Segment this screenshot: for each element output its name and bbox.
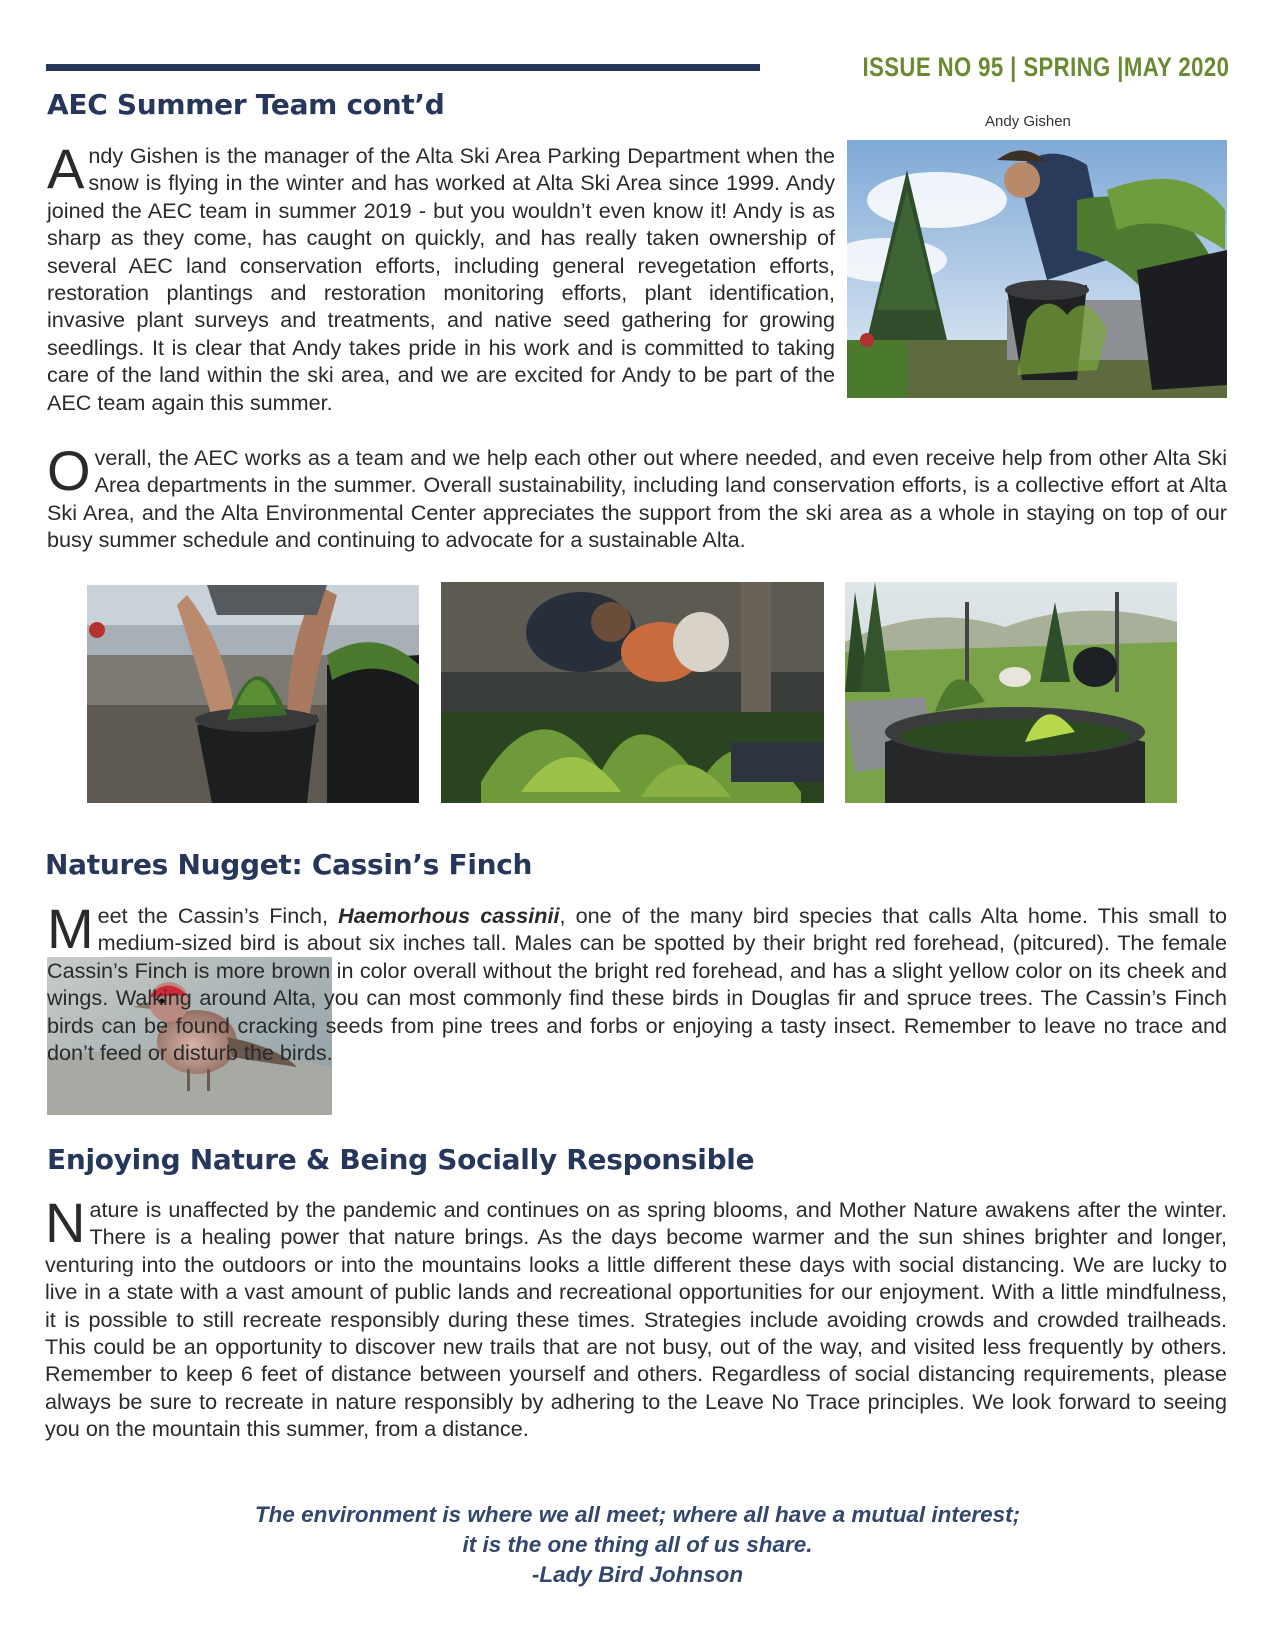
issue-banner: ISSUE NO 95 | SPRING |MAY 2020 (862, 52, 1229, 82)
finch-paragraph: Meet the Cassin’s Finch, Haemorhous cassinii, one of the many bird species that calls Alta home. This small to medium-sized bird is about six inches tall. Males can be spotted by their bright red forehead, (pitcured). The female Cassin’s Finch is more brown in color overall without the bright red forehead, and has a slight yellow color on its cheek and wings. Walking around Alta, you can most commonly find these birds in Douglas fir and spruce trees. The Cassin’s Finch birds can be found cracking seeds from pine trees and forbs or enjoying a tasty insect. Remember to leave no trace and don’t feed or disturb the birds. (47, 897, 1228, 1066)
quote-attribution: -Lady Bird Johnson (531, 1562, 744, 1587)
header-rule (46, 64, 760, 71)
drop-cap-m: M (47, 897, 94, 960)
aec-team-paragraph-1: Andy Gishen is the manager of the Alta Ski Area Parking Department when the snow is flying in the winter and has worked at Alta Ski Area since 1999. Andy joined the AEC team in summer 2019 - but you wouldn’t even know it! Andy is as sharp as they come, has caught on quickly, and has really taken ownership of several AEC land conservation efforts, including general revegetation efforts, restoration plantings and restoration monitoring efforts, plant identification, invasive plant surveys and treatments, and native seed gathering for growing seedlings. It is clear that Andy takes pride in his work and is committed to taking care of the land within the ski area, and we are excited for Andy to be part of the AEC team again this summer. (47, 137, 835, 415)
drop-cap-n: N (45, 1191, 86, 1254)
quote-line-2: it is the one thing all of us share. (462, 1532, 813, 1557)
drop-cap-a: A (47, 137, 85, 200)
seedling-hands-photo (87, 585, 419, 803)
closing-quote (0, 1500, 1275, 1590)
planting-crew-photo (441, 582, 824, 803)
finch-heading: Natures Nugget: Cassin’s Finch (45, 848, 533, 881)
restoration-site-photo (845, 582, 1177, 803)
quote-line-1: The environment is where we all meet; where all have a mutual interest; (254, 1502, 1021, 1527)
species-name: Haemorhous cassinii (338, 903, 560, 928)
photo-caption: Andy Gishen (985, 113, 1071, 130)
drop-cap-o: O (47, 439, 91, 502)
nature-heading: Enjoying Nature & Being Socially Responsible (47, 1143, 755, 1176)
aec-team-paragraph-2: Overall, the AEC works as a team and we help each other out where needed, and even receive help from other Alta Ski Area departments in the summer. Overall sustainability, including land conservation efforts, is a collective effort at Alta Ski Area, and the Alta Environmental Center appreciates the support from the ski area as a whole in staying on top of our busy summer schedule and continuing to advocate for a sustainable Alta. (47, 439, 1227, 553)
aec-team-heading: AEC Summer Team cont’d (47, 88, 445, 121)
nature-paragraph: Nature is unaffected by the pandemic and continues on as spring blooms, and Mother Nature awakens after the winter. There is a healing power that nature brings. As the days become warmer and the sun shines brighter and longer, venturing into the outdoors or into the mountains looks a little different these days with social distancing. We are lucky to live in a state with a vast amount of public lands and recreational opportunities for our enjoyment. With a little mindfulness, it is possible to still recreate responsibly during these times. Strategies include avoiding crowds and crowded trailheads. This could be an opportunity to discover new trails that are not busy, out of the way, and visited less frequently by others. Remember to keep 6 feet of distance between yourself and others. Regardless of social distancing requirements, please always be sure to recreate in nature responsibly by adhering to the Leave No Trace principles. We look forward to seeing you on the mountain this summer, from a distance. (45, 1191, 1227, 1442)
andy-gishen-photo (847, 140, 1227, 398)
